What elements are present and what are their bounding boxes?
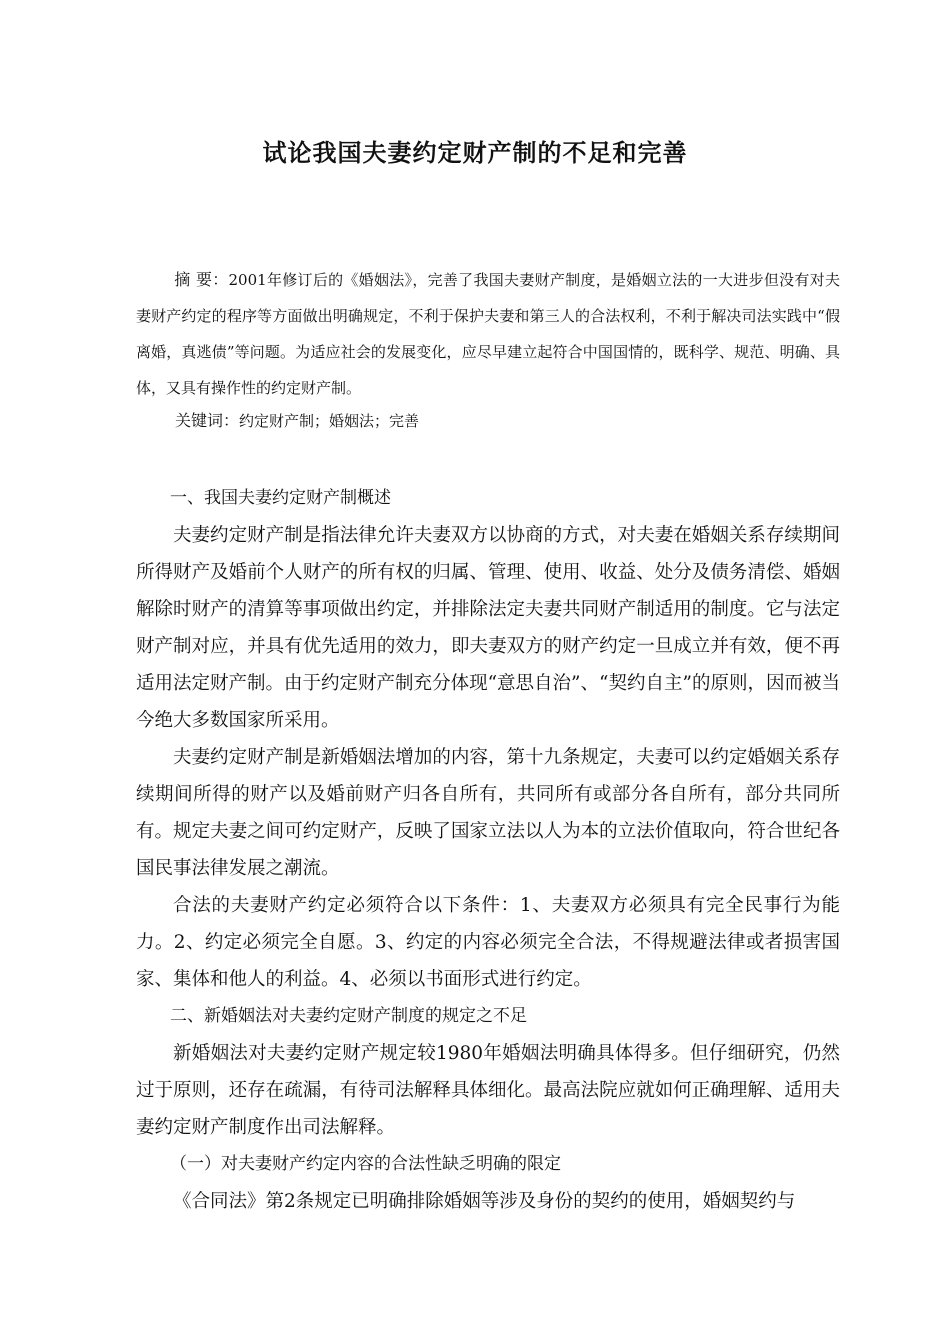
paragraph: 夫妻约定财产制是新婚姻法增加的内容，第十九条规定，夫妻可以约定婚姻关系存续期间所得的财产以及婚前财产归各自所有，共同所有或部分各自所有，部分共同所有。规定夫妻之间可约定财产，反映了国家立法以人为本的立法价值取向，符合世纪各国民事法律发展之潮流。 [136, 747, 840, 879]
paragraph: 《合同法》第2条规定已明确排除婚姻等涉及身份的契约的使用，婚姻契约与 [173, 1191, 796, 1212]
keywords [175, 405, 419, 437]
paragraph: 合法的夫妻财产约定必须符合以下条件：1、夫妻双方必须具有完全民事行为能力。2、约定必须完全自愿。3、约定的内容必须完全合法，不得规避法律或者损害国家、集体和他人的利益。4、必须以书面形式进行约定。 [136, 895, 840, 990]
section-2-heading: 二、新婚姻法对夫妻约定财产制度的规定之不足 [170, 1006, 527, 1026]
keywords-text: 约定财产制；婚姻法；完善 [239, 412, 420, 430]
subsection-heading: （一）对夫妻财产约定内容的合法性缺乏明确的限定 [170, 1154, 561, 1174]
abstract [136, 262, 840, 406]
paragraph: 夫妻约定财产制是指法律允许夫妻双方以协商的方式，对夫妻在婚姻关系存续期间所得财产及婚前个人财产的所有权的归属、管理、使用、收益、处分及债务清偿、婚姻解除时财产的清算等事项做出约定，并排除法定夫妻共同财产制适用的制度。它与法定财产制对应，并具有优先适用的效力，即夫妻双方的财产约定一旦成立并有效，便不再适用法定财产制。由于约定财产制充分体现“意思自治”、“契约自主”的原则，因而被当今绝大多数国家所采用。 [136, 525, 840, 731]
keywords-label: 关键词： [175, 411, 240, 430]
section-1-heading: 一、我国夫妻约定财产制概述 [170, 488, 391, 508]
body-text [136, 480, 840, 1220]
paper-title: 试论我国夫妻约定财产制的不足和完善 [262, 139, 688, 167]
abstract-text: 2001年修订后的《婚姻法》，完善了我国夫妻财产制度，是婚姻立法的一大进步但没有对夫妻财产约定的程序等方面做出明确规定，不利于保护夫妻和第三人的合法权利，不利于解决司法实践中“假离婚，真逃债”等问题。为适应社会的发展变化，应尽早建立起符合中国国情的，既科学、规范、明确、具体，又具有操作性的约定财产制。 [136, 271, 840, 397]
abstract-label: 摘 要： [174, 270, 229, 289]
paragraph: 新婚姻法对夫妻约定财产规定较1980年婚姻法明确具体得多。但仔细研究，仍然过于原则，还存在疏漏，有待司法解释具体细化。最高法院应就如何正确理解、适用夫妻约定财产制度作出司法解释。 [136, 1043, 840, 1138]
